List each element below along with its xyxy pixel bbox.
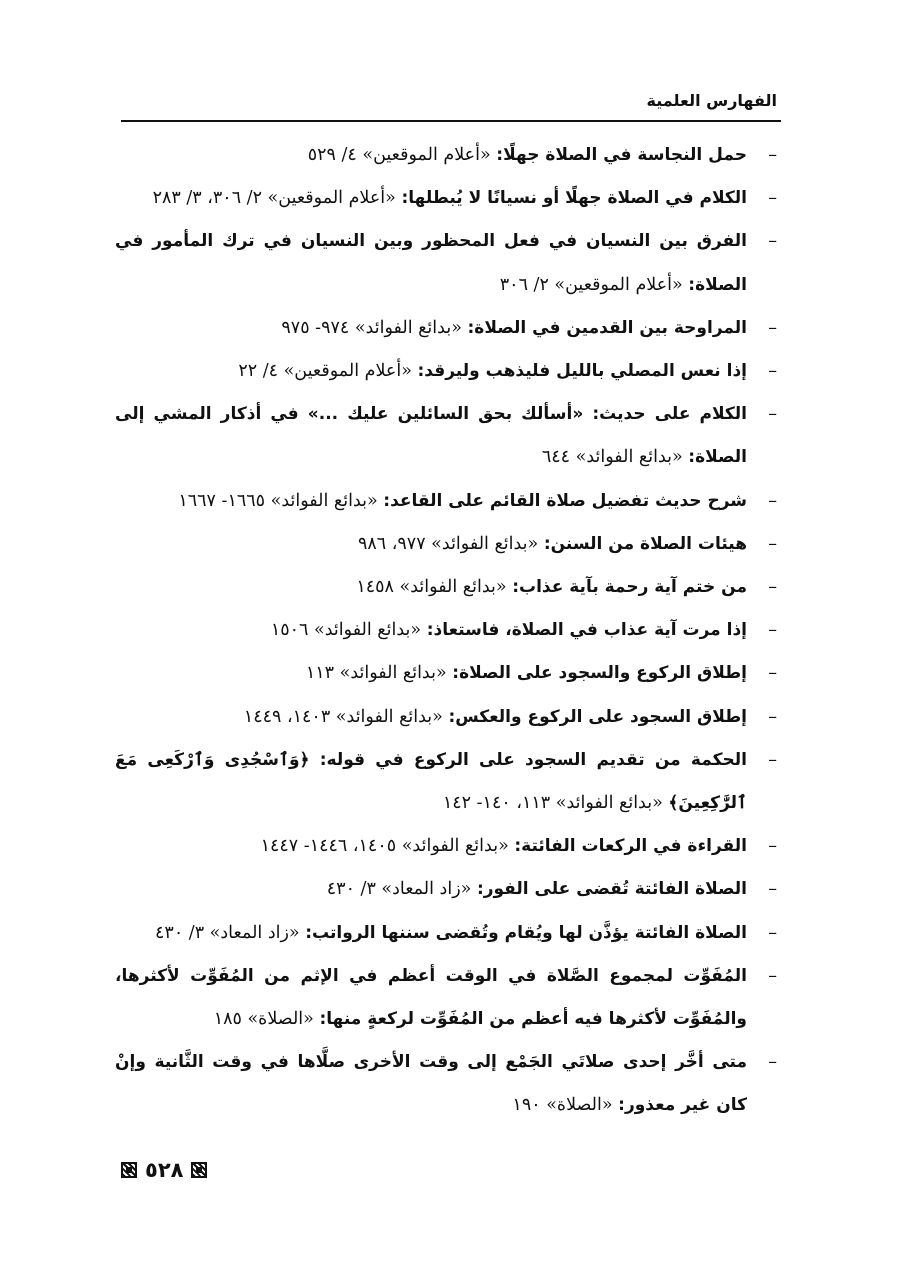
- entry-dash: –: [768, 533, 777, 554]
- index-entry: [115, 177, 777, 220]
- entry-heading: الصلاة الفائتة يؤذَّن لها ويُقام وتُقضى سننها الرواتب:: [305, 922, 747, 943]
- index-entry: [115, 955, 777, 1041]
- entry-dash: –: [768, 922, 777, 943]
- entry-heading: هيئات الصلاة من السنن:: [543, 533, 747, 554]
- index-entry: [115, 566, 777, 609]
- ornament-square-icon: [121, 1162, 137, 1178]
- entry-dash: –: [768, 1052, 777, 1073]
- index-entry: [115, 307, 777, 350]
- entry-heading: حمل النجاسة في الصلاة جهلًا:: [496, 145, 747, 165]
- entry-heading: الكلام على حديث: «أسألك بحق السائلين عليك ...» في أذكار المشي إلى الصلاة:: [115, 404, 747, 468]
- entry-heading: المُفَوِّت لمجموع الصَّلاة في الوقت أعظم في الإثم من المُفَوِّت لأكثرها، والمُفَوِّت لأكثرها فيه أعظم من المُفَوِّت لركعةٍ منها:: [115, 965, 747, 1030]
- entry-reference: «الصلاة» ١٨٥: [213, 1009, 320, 1030]
- entry-dash: –: [768, 965, 777, 986]
- entry-dash: –: [768, 188, 777, 209]
- entry-dash: –: [768, 145, 777, 165]
- entry-reference: «بدائع الفوائد» ١٤٥٨: [356, 577, 513, 598]
- entry-dash: –: [768, 749, 777, 770]
- ornament-square-icon: [191, 1162, 207, 1178]
- entry-reference: «بدائع الفوائد» ٩٧٤- ٩٧٥: [281, 317, 468, 338]
- entry-reference: «بدائع الفوائد» ٩٧٧، ٩٨٦: [357, 533, 544, 554]
- entry-heading: شرح حديث تفضيل صلاة القائم على القاعد:: [383, 490, 747, 511]
- entry-reference: «أعلام الموقعين» ٢/ ٣٠٦، ٣/ ٢٨٣: [152, 188, 402, 209]
- entry-reference: «بدائع الفوائد» ١٦٦٥- ١٦٦٧: [178, 490, 384, 511]
- entry-heading: إطلاق الركوع والسجود على الصلاة:: [452, 663, 747, 684]
- page-number-block: [121, 1155, 207, 1185]
- index-entry: [115, 825, 777, 868]
- entry-dash: –: [768, 361, 777, 382]
- entry-reference: «الصلاة» ١٩٠: [512, 1095, 619, 1116]
- entry-reference: «بدائع الفوائد» ١١٣: [305, 663, 453, 684]
- entry-heading: القراءة في الركعات الفائتة:: [514, 836, 747, 857]
- entry-reference: «بدائع الفوائد» ١٥٠٦: [270, 620, 427, 641]
- entry-reference: «بدائع الفوائد» ١٤٠٣، ١٤٤٩: [243, 706, 449, 727]
- index-entry: [115, 523, 777, 566]
- entry-reference: «بدائع الفوائد» ١١٣، ١٤٠- ١٤٢: [442, 793, 669, 814]
- entry-dash: –: [768, 663, 777, 684]
- index-entry: [115, 652, 777, 695]
- entry-reference: «بدائع الفوائد» ١٤٠٥، ١٤٤٦- ١٤٤٧: [260, 836, 515, 857]
- index-entry: [115, 609, 777, 652]
- entry-heading: المراوحة بين القدمين في الصلاة:: [467, 317, 747, 338]
- index-entry: [115, 912, 777, 955]
- running-header: الفهارس العلمية: [646, 91, 777, 110]
- entry-heading: إذا مرت آية عذاب في الصلاة، فاستعاذ:: [426, 620, 747, 641]
- index-entry: [115, 696, 777, 739]
- index-entries: [115, 134, 777, 1128]
- entry-dash: –: [768, 317, 777, 338]
- entry-heading: إطلاق السجود على الركوع والعكس:: [448, 706, 747, 727]
- entry-heading: الصلاة الفائتة تُقضى على الفور:: [476, 879, 747, 900]
- entry-heading: الفرق بين النسيان في فعل المحظور وبين النسيان في ترك المأمور في الصلاة:: [115, 231, 747, 295]
- index-entry: [115, 393, 777, 479]
- entry-reference: «زاد المعاد» ٣/ ٤٣٠: [155, 922, 306, 943]
- entry-dash: –: [768, 620, 777, 641]
- entry-dash: –: [768, 706, 777, 727]
- index-entry: [115, 134, 777, 177]
- header-rule: [121, 120, 781, 122]
- index-entry: [115, 480, 777, 523]
- index-entry: [115, 739, 777, 825]
- entry-dash: –: [768, 577, 777, 598]
- entry-heading: من ختم آية رحمة بآية عذاب:: [512, 577, 747, 598]
- page-number: ٥٢٨: [145, 1158, 184, 1182]
- entry-dash: –: [768, 490, 777, 511]
- entry-reference: «أعلام الموقعين» ٤/ ٢٢: [238, 361, 418, 382]
- entry-dash: –: [768, 836, 777, 857]
- entry-reference: «أعلام الموقعين» ٤/ ٥٢٩: [307, 145, 497, 165]
- index-entry: [115, 220, 777, 306]
- entry-reference: «بدائع الفوائد» ٦٤٤: [541, 447, 689, 468]
- index-entry: [115, 350, 777, 393]
- entry-heading: الحكمة من تقديم السجود على الركوع في قوله: ﴿وَٱسْجُدِى وَٱرْكَعِى مَعَ ٱلرَّٰكِعِينَ﴾: [115, 749, 747, 814]
- entry-dash: –: [768, 231, 777, 252]
- index-entry: [115, 868, 777, 911]
- entry-dash: –: [768, 879, 777, 900]
- entry-heading: الكلام في الصلاة جهلًا أو نسيانًا لا يُبطلها:: [401, 188, 747, 209]
- entry-heading: متى أخَّر إحدى صلاتَي الجَمْع إلى وقت الأخرى صلَّاها في وقت الثَّانية وإنْ كان غير معذور:: [115, 1052, 747, 1116]
- entry-heading: إذا نعس المصلي بالليل فليذهب وليرقد:: [417, 361, 747, 382]
- index-entry: [115, 1041, 777, 1127]
- entry-reference: «زاد المعاد» ٣/ ٤٣٠: [326, 879, 477, 900]
- entry-dash: –: [768, 404, 777, 425]
- entry-reference: «أعلام الموقعين» ٢/ ٣٠٦: [499, 274, 689, 295]
